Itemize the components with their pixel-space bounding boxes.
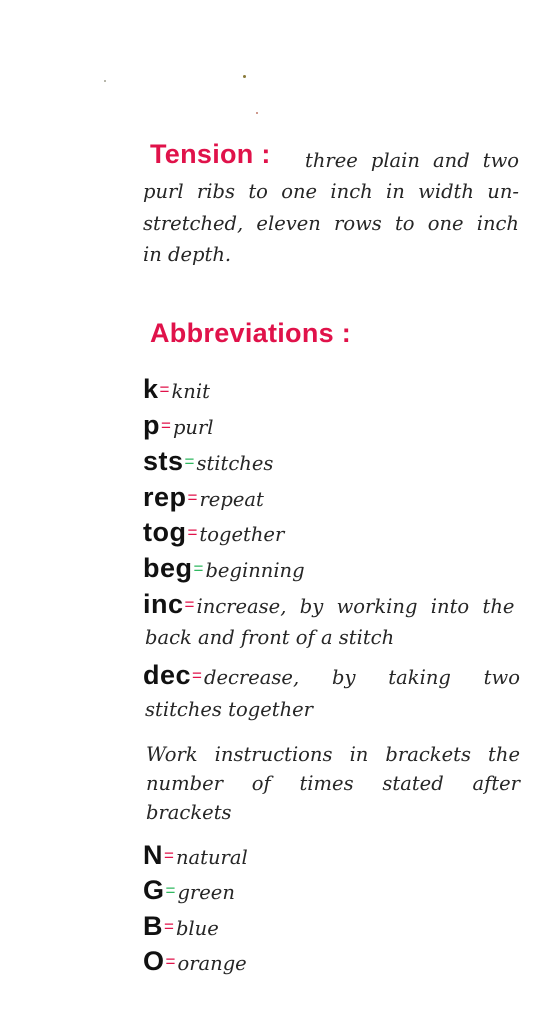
tension-text-line: in depth.	[143, 243, 232, 266]
colour-abbreviation-row	[143, 946, 247, 978]
colour-term: N	[143, 840, 163, 870]
abbreviation-term: dec	[143, 660, 192, 690]
abbreviation-term: sts	[143, 446, 184, 476]
colour-term: B	[143, 911, 163, 941]
print-speck	[243, 75, 246, 78]
abbreviation-term: k	[143, 374, 159, 404]
colour-definition: green	[177, 881, 235, 904]
tension-text	[143, 176, 519, 271]
abbreviation-term: rep	[143, 482, 187, 512]
abbreviation-definition: increase, by working into the	[196, 595, 515, 618]
note-line: Work instructions in brackets the	[146, 743, 520, 766]
equals-sign: =	[193, 559, 204, 578]
abbreviation-row	[143, 660, 520, 692]
abbreviation-row	[143, 446, 273, 478]
equals-sign: =	[164, 846, 174, 865]
equals-sign: =	[165, 881, 176, 900]
abbreviation-definition: repeat	[199, 488, 264, 511]
colour-term: G	[143, 875, 165, 905]
equals-sign: =	[184, 452, 195, 471]
abbreviations-heading: Abbreviations :	[150, 318, 352, 348]
tension-text-line: stretched, eleven rows to one inch	[143, 211, 519, 235]
equals-sign: =	[187, 488, 198, 507]
abbreviation-row	[143, 410, 214, 442]
colour-abbreviation-row	[143, 875, 235, 907]
abbreviation-definition: stitches	[196, 452, 274, 475]
abbreviation-definition: knit	[171, 380, 210, 403]
abbreviation-definition: purl	[172, 416, 214, 439]
tension-text-line: three plain and two	[305, 149, 519, 172]
equals-sign: =	[184, 595, 195, 614]
note-line: brackets	[146, 801, 232, 824]
note-line: number of times stated after	[146, 772, 520, 795]
equals-sign: =	[187, 523, 198, 542]
colour-definition: blue	[175, 917, 219, 940]
equals-sign: =	[159, 380, 170, 399]
abbreviation-definition-continued: back and front of a stitch	[145, 626, 395, 649]
abbreviation-row	[143, 482, 264, 514]
abbreviation-term: inc	[143, 589, 184, 619]
print-speck	[256, 112, 258, 114]
colour-abbreviation-row	[143, 840, 248, 872]
colour-definition: natural	[175, 846, 248, 869]
work-instructions-note	[146, 740, 520, 827]
abbreviation-row	[143, 374, 210, 406]
abbreviation-term: beg	[143, 553, 193, 583]
equals-sign: =	[192, 666, 202, 685]
colour-definition: orange	[177, 952, 247, 975]
equals-sign: =	[164, 917, 174, 936]
equals-sign: =	[161, 416, 171, 435]
equals-sign: =	[165, 952, 176, 971]
abbreviation-row	[143, 589, 514, 621]
abbreviation-row	[143, 517, 284, 549]
abbreviation-definition: beginning	[205, 559, 305, 582]
abbreviation-definition: together	[199, 523, 285, 546]
tension-heading: Tension :	[150, 139, 271, 169]
print-speck	[104, 80, 106, 82]
colour-abbreviation-row	[143, 911, 219, 943]
abbreviation-term: p	[143, 410, 160, 440]
abbreviation-definition: decrease, by taking two	[203, 666, 520, 689]
tension-text-line: purl ribs to one inch in width un-	[143, 180, 519, 203]
abbreviation-term: tog	[143, 517, 187, 547]
abbreviation-row	[143, 553, 305, 585]
colour-term: O	[143, 946, 165, 976]
abbreviation-definition-continued: stitches together	[145, 698, 313, 721]
